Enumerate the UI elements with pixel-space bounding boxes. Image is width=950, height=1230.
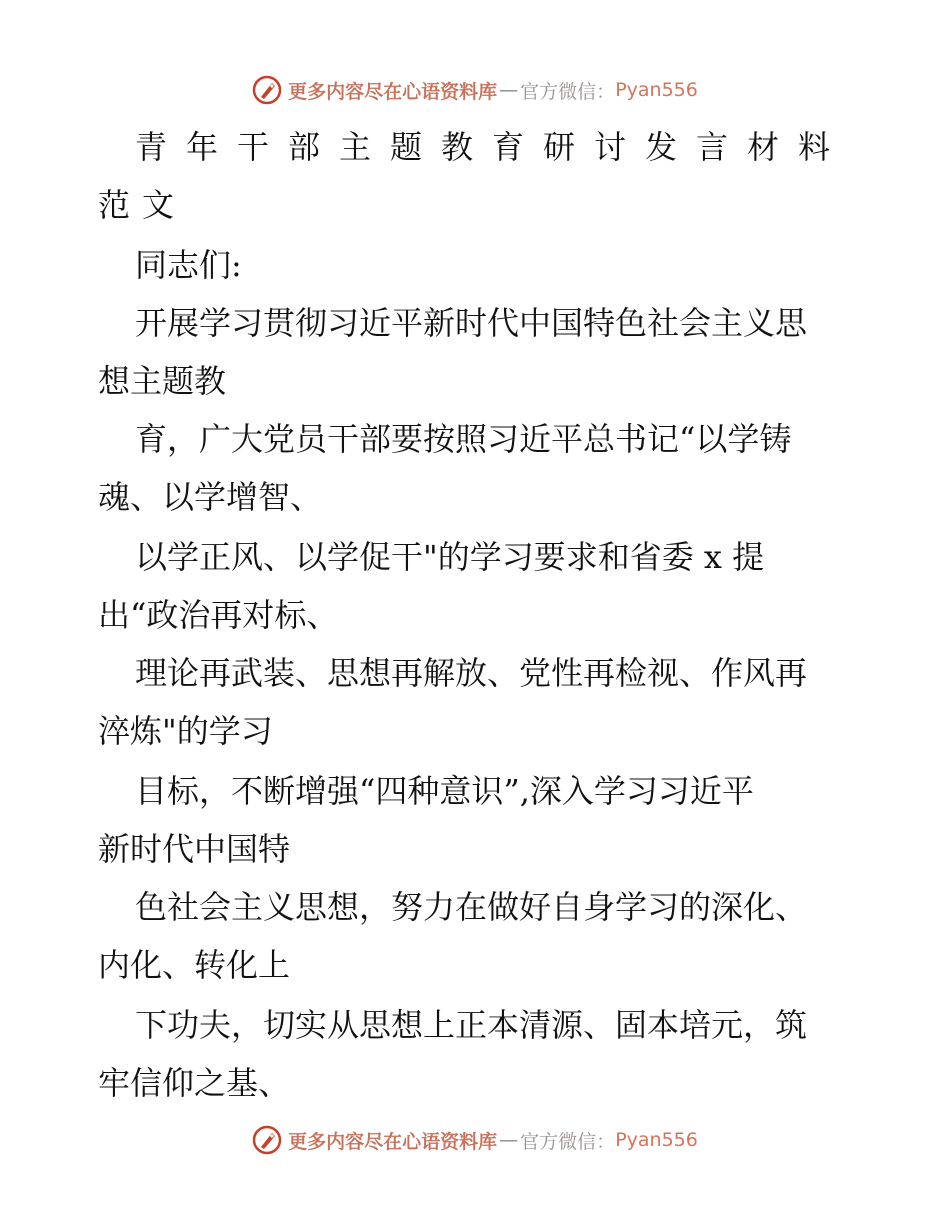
banner-contact-label: 官方微信：: [520, 80, 616, 103]
banner-wechat-id: Pyan556: [615, 1129, 698, 1151]
paragraph-line: 色社会主义思想，努力在做好自身学习的深化、: [135, 888, 808, 926]
header-banner: [0, 70, 950, 110]
paragraph-line: 同志们:: [135, 246, 242, 284]
footer-banner: [0, 1120, 950, 1160]
paragraph-line: 魂、以学增智、: [98, 478, 323, 516]
paragraph-line: 下功夫，切实从思想上正本清源、固本培元，筑: [135, 1006, 808, 1044]
paragraph-line: 牢信仰之基、: [98, 1064, 291, 1102]
banner-separator: —: [499, 79, 519, 101]
banner-contact-label: 官方微信：: [520, 1130, 616, 1153]
banner-wechat-id: Pyan556: [615, 79, 698, 101]
banner-separator: —: [499, 1129, 519, 1151]
paragraph-line: 目标，不断增强“四种意识”,深入学习习近平: [135, 772, 754, 810]
paragraph-line: 内化、转化上: [98, 946, 291, 984]
paragraph-line: 育，广大党员干部要按照习近平总书记“以学铸: [135, 420, 792, 458]
banner-text: 更多内容尽在心语资料库: [288, 1130, 498, 1153]
paragraph-line: 以学正风、以学促干"的学习要求和省委 x 提: [135, 538, 765, 576]
document-title-line-2: 范文: [98, 186, 187, 224]
document-title-line-1: 青年干部主题教育研讨发言材料: [135, 128, 850, 166]
pen-nib-logo-icon: [252, 1125, 282, 1155]
paragraph-line: 出“政治再对标、: [98, 596, 339, 634]
paragraph-line: 淬炼"的学习: [98, 712, 273, 750]
pen-nib-logo-icon: [252, 75, 282, 105]
paragraph-line: 理论再武装、思想再解放、党性再检视、作风再: [135, 654, 808, 692]
paragraph-line: 开展学习贯彻习近平新时代中国特色社会主义思: [135, 304, 808, 342]
paragraph-line: 想主题教: [98, 362, 227, 400]
banner-text: 更多内容尽在心语资料库: [288, 80, 498, 103]
paragraph-line: 新时代中国特: [98, 830, 291, 868]
